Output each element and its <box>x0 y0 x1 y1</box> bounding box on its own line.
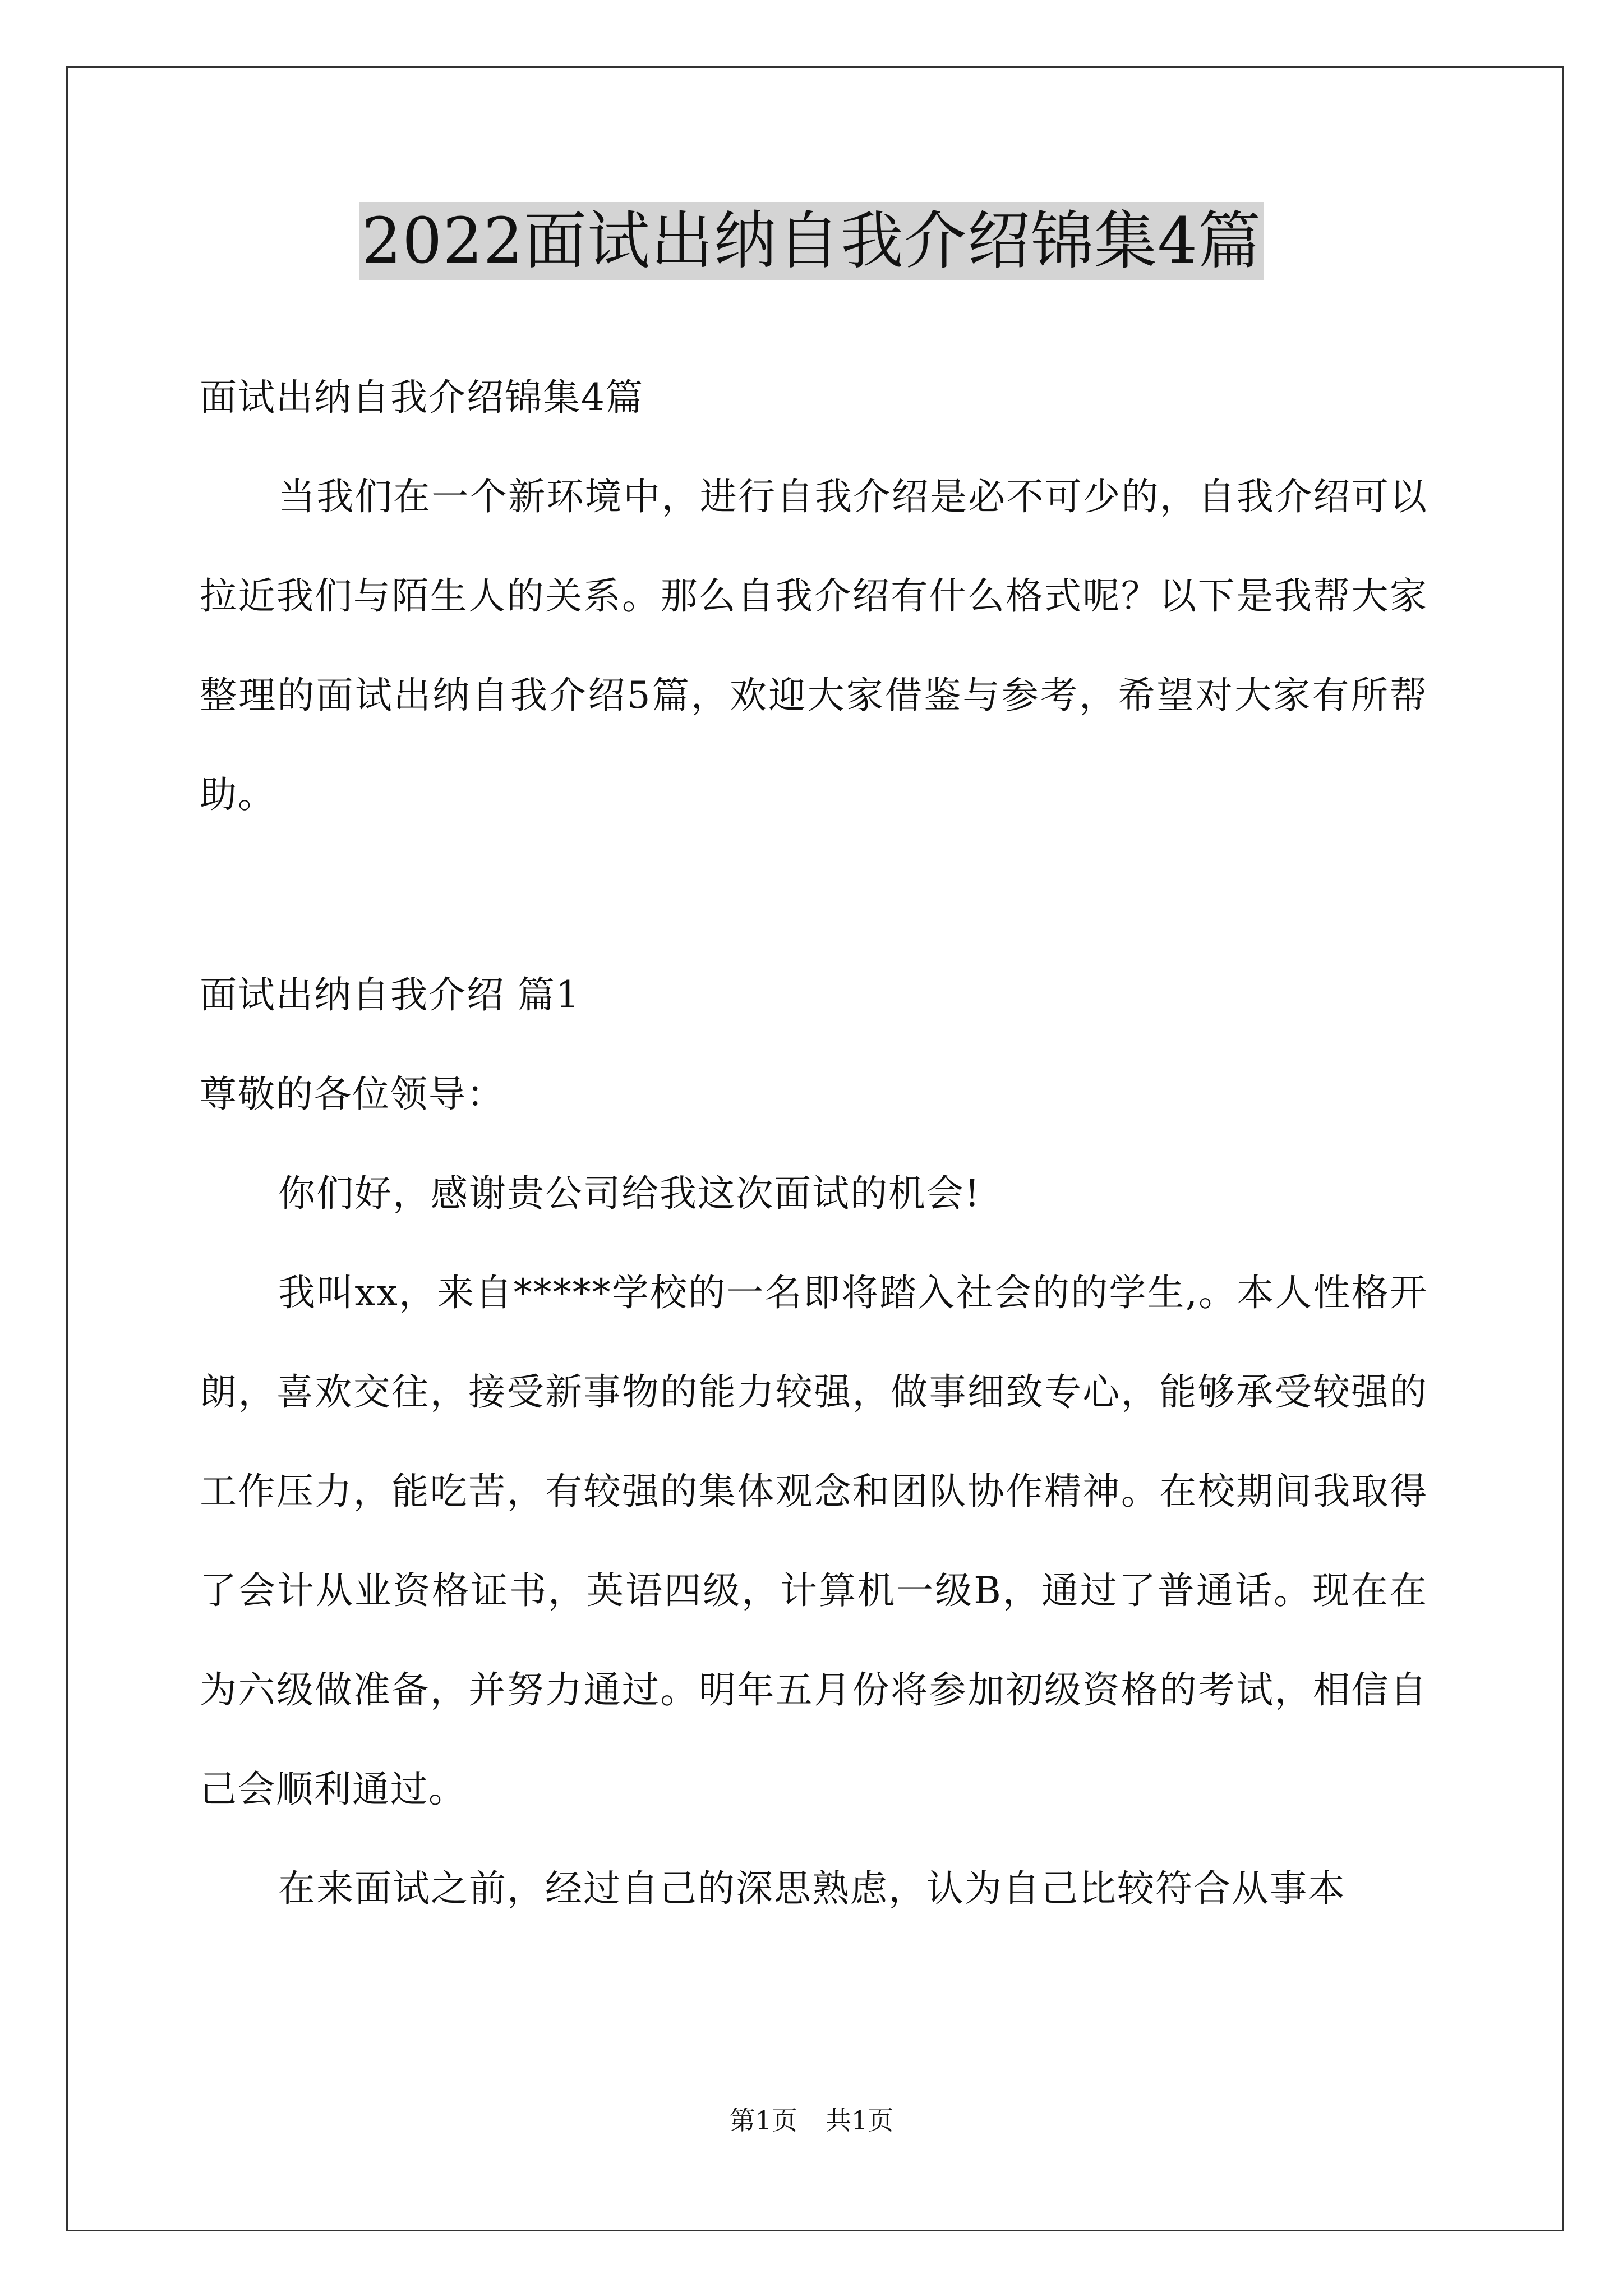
page-number: 第1页 <box>729 2105 797 2136</box>
title-container <box>0 202 1623 280</box>
body-paragraph: 我叫xx，来自*****学校的一名即将踏入社会的的学生,。本人性格开朗，喜欢交往，接受新事物的能力较强，做事细致专心，能够承受较强的工作压力，能吃苦，有较强的集体观念和团队协作精神。在校期间我取得了会计从业资格证书，英语四级，计算机一级B，通过了普通话。现在在为六级做准备，并努力通过。明年五月份将参加初级资格的考试，相信自己会顺利通过。 <box>200 1271 1428 1811</box>
page-total: 共1页 <box>826 2105 894 2136</box>
body-paragraph: 你们好，感谢贵公司给我这次面试的机会! <box>278 1172 981 1215</box>
body-paragraph: 在来面试之前，经过自己的深思熟虑，认为自己比较符合从事本 <box>278 1867 1346 1910</box>
section-heading: 面试出纳自我介绍 篇1 <box>200 973 580 1016</box>
intro-paragraph: 当我们在一个新环境中，进行自我介绍是必不可少的，自我介绍可以拉近我们与陌生人的关系。那么自我介绍有什么格式呢？以下是我帮大家整理的面试出纳自我介绍5篇，欢迎大家借鉴与参考，希望对大家有所帮助。 <box>200 475 1428 816</box>
document-subtitle: 面试出纳自我介绍锦集4篇 <box>200 376 644 419</box>
section-gap <box>200 844 1428 945</box>
document-body <box>200 348 1428 1938</box>
salutation: 尊敬的各位领导： <box>200 1073 505 1116</box>
page-footer <box>0 2104 1623 2137</box>
document-title: 2022面试出纳自我介绍锦集4篇 <box>359 202 1264 280</box>
